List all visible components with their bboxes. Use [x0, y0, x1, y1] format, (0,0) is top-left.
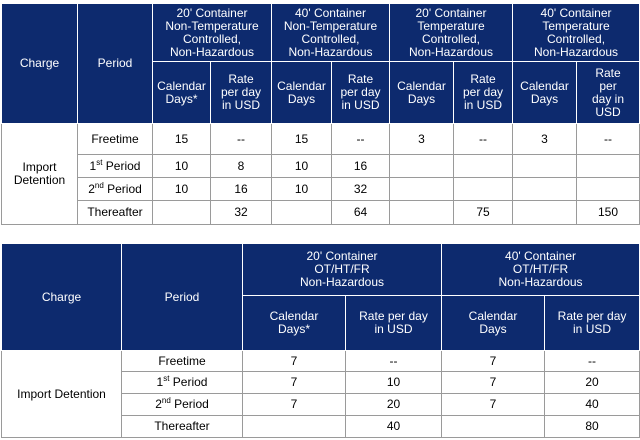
table-cell: 8 [211, 155, 272, 178]
subheader-calendar-days: Calendar Days [442, 296, 545, 351]
table-cell: 32 [211, 201, 272, 225]
period-cell: Thereafter [122, 416, 243, 438]
table-cell: 15 [272, 124, 332, 155]
table-cell [442, 416, 545, 438]
table-cell: 7 [442, 351, 545, 372]
table-row [2, 155, 640, 178]
table-cell: 64 [332, 201, 390, 225]
detention-rates-table-special [1, 243, 640, 438]
table-cell [513, 201, 577, 225]
table-cell: 10 [153, 178, 211, 201]
table-cell: 7 [243, 351, 346, 372]
period-cell: 2nd Period [122, 394, 243, 416]
charge-cell: Import Detention [2, 124, 78, 225]
table-cell: 80 [545, 416, 640, 438]
table-cell [454, 178, 513, 201]
subheader-rate: Rate per day in USD [346, 296, 442, 351]
detention-rates-table-standard [1, 3, 640, 225]
table-cell [454, 155, 513, 178]
period-cell: Freetime [122, 351, 243, 372]
subheader-rate: Rate per day in USD [211, 62, 272, 124]
subheader-calendar-days: Calendar Days* [153, 62, 211, 124]
table-cell [513, 155, 577, 178]
table-cell: -- [454, 124, 513, 155]
subheader-calendar-days: Calendar Days [513, 62, 577, 124]
table-cell [577, 155, 640, 178]
table-cell: -- [332, 124, 390, 155]
subheader-rate: Rate per day in USD [545, 296, 640, 351]
table-cell: 10 [272, 178, 332, 201]
table-cell: 10 [272, 155, 332, 178]
group-header-40ft-non-temp: 40' Container Non-Temperature Controlled, Non-Hazardous [272, 4, 390, 62]
table-cell: 40 [346, 416, 442, 438]
table-row [2, 201, 640, 225]
table-cell: -- [346, 351, 442, 372]
table-cell: 16 [332, 155, 390, 178]
table-row [2, 124, 640, 155]
charge-header: Charge [2, 4, 78, 124]
period-cell: Freetime [78, 124, 153, 155]
table-cell [243, 416, 346, 438]
table-cell [390, 201, 454, 225]
group-header-20ft-non-temp: 20' Container Non-Temperature Controlled, Non-Hazardous [153, 4, 272, 62]
table-cell: 20 [346, 394, 442, 416]
period-header: Period [122, 244, 243, 351]
table-cell: 15 [153, 124, 211, 155]
group-header-40ft-ot-ht-fr: 40' Container OT/HT/FR Non-Hazardous [442, 244, 640, 296]
table-cell: 75 [454, 201, 513, 225]
table-cell: 16 [211, 178, 272, 201]
table-cell [390, 155, 454, 178]
table-cell: -- [545, 351, 640, 372]
table-cell [272, 201, 332, 225]
subheader-calendar-days: Calendar Days [390, 62, 454, 124]
table-cell: 7 [442, 372, 545, 394]
table-cell: 7 [442, 394, 545, 416]
table-cell: 20 [545, 372, 640, 394]
table-cell: 7 [243, 394, 346, 416]
group-header-row [2, 244, 640, 296]
period-cell: 2nd Period [78, 178, 153, 201]
subheader-rate: Rate per day in USD [577, 62, 640, 124]
table-cell: -- [211, 124, 272, 155]
group-header-row [2, 4, 640, 62]
period-header: Period [78, 4, 153, 124]
charge-cell: Import Detention [2, 351, 122, 438]
subheader-calendar-days: Calendar Days [272, 62, 332, 124]
table-cell: 3 [390, 124, 454, 155]
table-cell: 32 [332, 178, 390, 201]
table-cell: 3 [513, 124, 577, 155]
table-cell [513, 178, 577, 201]
table-row [2, 351, 640, 372]
group-header-20ft-temp: 20' Container Temperature Controlled, Non-Hazardous [390, 4, 513, 62]
table-cell [390, 178, 454, 201]
table-cell [577, 178, 640, 201]
period-cell: 1st Period [78, 155, 153, 178]
table-row [2, 178, 640, 201]
table-cell: -- [577, 124, 640, 155]
subheader-rate: Rate per day in USD [332, 62, 390, 124]
subheader-rate: Rate per day in USD [454, 62, 513, 124]
group-header-20ft-ot-ht-fr: 20' Container OT/HT/FR Non-Hazardous [243, 244, 442, 296]
table-cell: 10 [153, 155, 211, 178]
table-cell [153, 201, 211, 225]
subheader-calendar-days: Calendar Days* [243, 296, 346, 351]
charge-header: Charge [2, 244, 122, 351]
group-header-40ft-temp: 40' Container Temperature Controlled, Non-Hazardous [513, 4, 640, 62]
table-cell: 7 [243, 372, 346, 394]
table-cell: 150 [577, 201, 640, 225]
period-cell: Thereafter [78, 201, 153, 225]
table-cell: 40 [545, 394, 640, 416]
table-cell: 10 [346, 372, 442, 394]
period-cell: 1st Period [122, 372, 243, 394]
